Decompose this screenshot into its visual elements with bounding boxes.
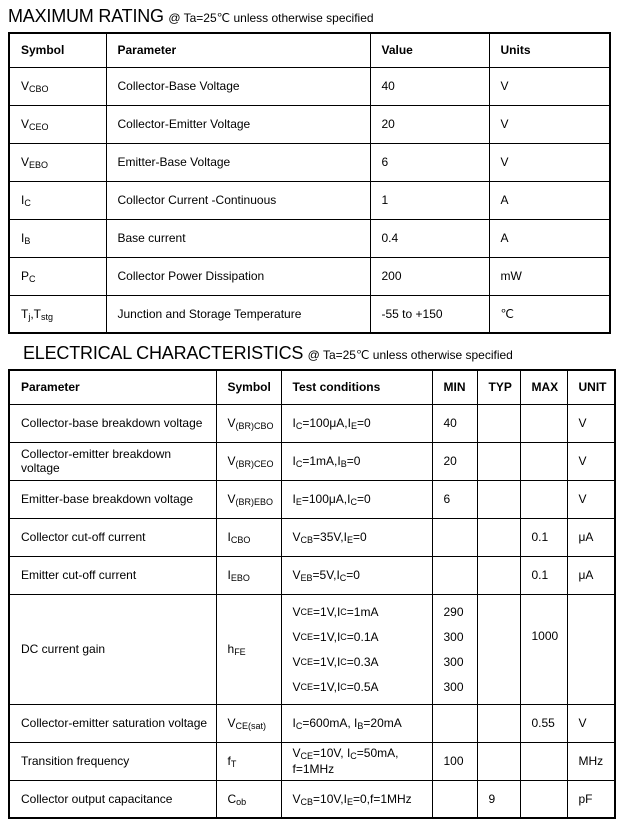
cell-typ xyxy=(477,594,520,704)
cell-value: -55 to +150 xyxy=(370,295,489,333)
cell-parameter: Collector cut-off current xyxy=(9,518,216,556)
cell-units: A xyxy=(489,219,610,257)
column-header-typ: TYP xyxy=(477,370,520,404)
cell-test-conditions: $V_{CB}=10V,I_E=0,f=1MHz$ xyxy=(281,780,432,818)
table-header-row xyxy=(9,33,610,67)
cell-parameter: Collector-emitter saturation voltage xyxy=(9,704,216,742)
cell-unit: pF xyxy=(567,780,615,818)
cell-symbol: $V_{CBO}$ xyxy=(9,67,106,105)
column-header-min: MIN xyxy=(432,370,477,404)
cell-max xyxy=(520,404,567,442)
table-row xyxy=(9,257,610,295)
cell-units: V xyxy=(489,67,610,105)
cell-symbol: $I_B$ xyxy=(9,219,106,257)
cell-unit: μA xyxy=(567,556,615,594)
maximum-rating-title xyxy=(8,5,613,29)
table-row xyxy=(9,742,615,780)
cell-max: 1000 xyxy=(520,594,567,704)
table-row xyxy=(9,295,610,333)
table-row xyxy=(9,556,615,594)
section-subtitle: @ Ta=25℃ unless otherwise specified xyxy=(168,11,374,25)
cell-typ xyxy=(477,442,520,480)
cell-max xyxy=(520,480,567,518)
cell-units: ℃ xyxy=(489,295,610,333)
cell-test-conditions: $V_{EB}=5V,I_C=0$ xyxy=(281,556,432,594)
cell-parameter: Transition frequency xyxy=(9,742,216,780)
table-row xyxy=(9,704,615,742)
cell-symbol: $V_{(BR)CEO}$ xyxy=(216,442,281,480)
cell-parameter: Collector-Base Voltage xyxy=(106,67,370,105)
cell-test-conditions: $I_C=100\mu A,I_E=0$ xyxy=(281,404,432,442)
cell-typ xyxy=(477,480,520,518)
cell-parameter: Collector-base breakdown voltage xyxy=(9,404,216,442)
table-row xyxy=(9,480,615,518)
electrical-characteristics-table xyxy=(8,369,616,819)
cell-min: 6 xyxy=(432,480,477,518)
table-row xyxy=(9,181,610,219)
cell-parameter: Junction and Storage Temperature xyxy=(106,295,370,333)
cell-typ xyxy=(477,518,520,556)
column-header-parameter: Parameter xyxy=(106,33,370,67)
column-header-symbol: Symbol xyxy=(216,370,281,404)
cell-min xyxy=(432,780,477,818)
cell-typ xyxy=(477,704,520,742)
cell-parameter: Collector-emitter breakdown voltage xyxy=(9,442,216,480)
cell-test-conditions: $V_{CE}=10V$, $I_C=50mA$, f=1MHz xyxy=(281,742,432,780)
cell-min: 20 xyxy=(432,442,477,480)
column-header-test-conditions: Test conditions xyxy=(281,370,432,404)
section-heading: ELECTRICAL CHARACTERISTICS xyxy=(23,343,304,363)
cell-max: 0.55 xyxy=(520,704,567,742)
cell-min: 100 xyxy=(432,742,477,780)
cell-max: 0.1 xyxy=(520,556,567,594)
cell-symbol: $I_{CBO}$ xyxy=(216,518,281,556)
cell-symbol: $I_C$ xyxy=(9,181,106,219)
table-row xyxy=(9,594,615,704)
cell-value: 20 xyxy=(370,105,489,143)
table-header-row xyxy=(9,370,615,404)
cell-test-conditions: V CE =1V,I C =1mA V CE =1V,I C =0.1A V CE =1V,I C =0.3A V CE =1V,I C =0.5A xyxy=(281,594,432,704)
electrical-characteristics-section xyxy=(8,342,613,819)
cell-unit: μA xyxy=(567,518,615,556)
cell-test-conditions: $I_C=600mA$, $I_B=20mA$ xyxy=(281,704,432,742)
cell-parameter: Emitter-base breakdown voltage xyxy=(9,480,216,518)
cell-value: 1 xyxy=(370,181,489,219)
cell-parameter: Collector Power Dissipation xyxy=(106,257,370,295)
cell-typ xyxy=(477,404,520,442)
cell-max xyxy=(520,742,567,780)
cell-symbol: $h_{FE}$ xyxy=(216,594,281,704)
cell-parameter: Emitter cut-off current xyxy=(9,556,216,594)
cell-symbol: $C_{ob}$ xyxy=(216,780,281,818)
section-heading: MAXIMUM RATING xyxy=(8,6,164,26)
cell-typ xyxy=(477,742,520,780)
cell-symbol: $T_j,T_{stg}$ xyxy=(9,295,106,333)
cell-test-conditions: $I_E=100\mu A,I_C=0$ xyxy=(281,480,432,518)
cell-units: V xyxy=(489,105,610,143)
cell-test-conditions: $V_{CB}=35V,I_E=0$ xyxy=(281,518,432,556)
table-row xyxy=(9,105,610,143)
column-header-value: Value xyxy=(370,33,489,67)
cell-unit: V xyxy=(567,404,615,442)
table-row xyxy=(9,219,610,257)
cell-value: 200 xyxy=(370,257,489,295)
cell-value: 6 xyxy=(370,143,489,181)
cell-max: 0.1 xyxy=(520,518,567,556)
column-header-unit: UNIT xyxy=(567,370,615,404)
cell-parameter: Emitter-Base Voltage xyxy=(106,143,370,181)
maximum-rating-table xyxy=(8,32,611,334)
cell-parameter: Collector Current -Continuous xyxy=(106,181,370,219)
column-header-symbol: Symbol xyxy=(9,33,106,67)
table-row xyxy=(9,67,610,105)
cell-unit: V xyxy=(567,442,615,480)
table-row xyxy=(9,404,615,442)
cell-min xyxy=(432,556,477,594)
cell-max xyxy=(520,442,567,480)
cell-parameter: DC current gain xyxy=(9,594,216,704)
cell-min xyxy=(432,704,477,742)
maximum-rating-section xyxy=(8,5,613,334)
cell-typ xyxy=(477,556,520,594)
cell-typ: 9 xyxy=(477,780,520,818)
cell-symbol: $I_{EBO}$ xyxy=(216,556,281,594)
column-header-parameter: Parameter xyxy=(9,370,216,404)
cell-symbol: $V_{(BR)CBO}$ xyxy=(216,404,281,442)
column-header-max: MAX xyxy=(520,370,567,404)
cell-value: 40 xyxy=(370,67,489,105)
cell-parameter: Collector output capacitance xyxy=(9,780,216,818)
cell-unit: V xyxy=(567,704,615,742)
cell-symbol: $V_{EBO}$ xyxy=(9,143,106,181)
cell-units: A xyxy=(489,181,610,219)
table-row xyxy=(9,780,615,818)
table-row xyxy=(9,518,615,556)
cell-max xyxy=(520,780,567,818)
cell-min: 40 xyxy=(432,404,477,442)
cell-value: 0.4 xyxy=(370,219,489,257)
table-row xyxy=(9,143,610,181)
section-subtitle: @ Ta=25℃ unless otherwise specified xyxy=(307,348,513,362)
cell-symbol: $f_T$ xyxy=(216,742,281,780)
cell-parameter: Base current xyxy=(106,219,370,257)
cell-units: mW xyxy=(489,257,610,295)
table-row xyxy=(9,442,615,480)
cell-unit: V xyxy=(567,480,615,518)
cell-symbol: $P_C$ xyxy=(9,257,106,295)
cell-test-conditions: $I_C=1mA,I_B=0$ xyxy=(281,442,432,480)
cell-unit xyxy=(567,594,615,704)
cell-unit: MHz xyxy=(567,742,615,780)
cell-min: 290 300 300 300 xyxy=(432,594,477,704)
cell-symbol: $V_{CE(sat)}$ xyxy=(216,704,281,742)
column-header-units: Units xyxy=(489,33,610,67)
cell-parameter: Collector-Emitter Voltage xyxy=(106,105,370,143)
cell-symbol: $V_{CEO}$ xyxy=(9,105,106,143)
cell-min xyxy=(432,518,477,556)
electrical-characteristics-title xyxy=(23,342,613,366)
cell-units: V xyxy=(489,143,610,181)
cell-symbol: $V_{(BR)EBO}$ xyxy=(216,480,281,518)
